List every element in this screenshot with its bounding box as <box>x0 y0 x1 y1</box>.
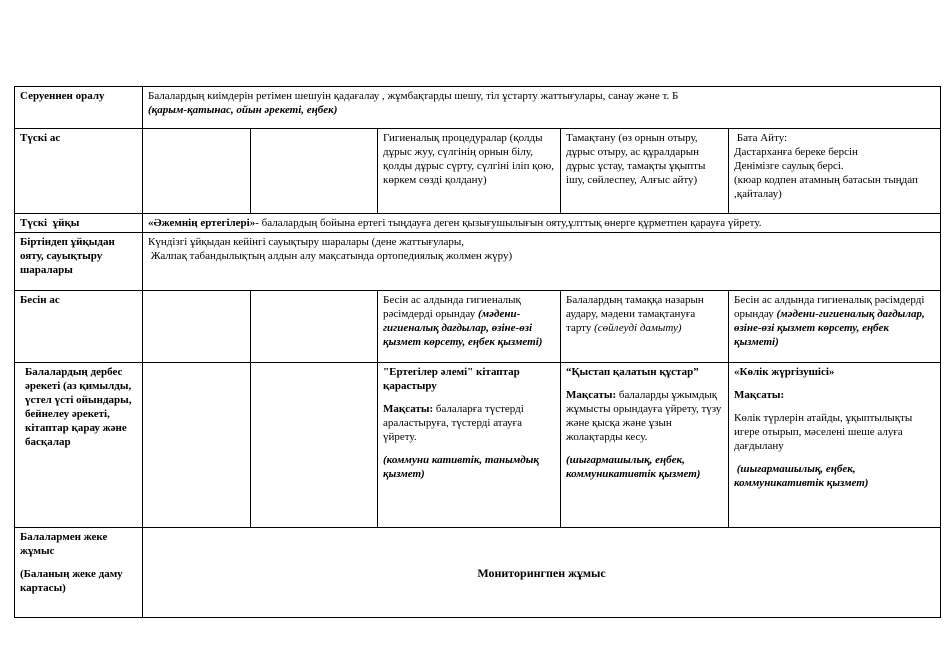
goal-text: балаларды ұжымдық жұмысты орындауға үйрету, түзу және қысқа және ұзын жолақтарды кесу. <box>566 389 722 443</box>
activity-areas: (шығармашылық, еңбек, коммуникативтік қызмет) <box>566 454 701 480</box>
row-label: Балалардың дербес әрекеті (аз қимылды, үстел үсті ойындары, бейнелеу әрекеті, кітаптар қарау және басқалар <box>15 363 143 528</box>
blessing-line: Денімізге саулық берсі. <box>734 160 844 172</box>
snack-text: Бесін ас алдында гигиеналық рәсімдерді орындау <box>734 294 925 320</box>
nap-text: - балалардың бойына ертегі тыңдауға деген қызығушылығын ояту,ұлттық өнерге құрметпен қарауға үйрету. <box>255 217 762 229</box>
activity-areas: (коммуни кативтік, танымдық қызмет) <box>383 454 539 480</box>
activity-goal <box>566 388 723 444</box>
row-label: Түскі ұйқы <box>15 214 143 233</box>
empty-cell <box>251 129 378 214</box>
goal-text: Көлік түрлерін атайды, ұқыптылықты игере отырып, мәселені шеше алуға дағдылану <box>734 412 913 452</box>
snack-areas: (сөйлеуді дамыту) <box>594 322 682 334</box>
row-independent <box>15 363 941 528</box>
snack-text: Бесін ас алдында гигиеналық рәсімдерді орындау <box>383 294 521 320</box>
activity-birds-cell <box>561 363 729 528</box>
row-wake <box>15 233 941 291</box>
goal-text: балаларға түстерді араластыруға, түстерді атауға үйрету. <box>383 403 524 443</box>
empty-cell <box>143 363 251 528</box>
activity-title: "Ертегілер әлемі" кітаптар қарастыру <box>383 366 520 392</box>
row-label: Серуеннен оралу <box>15 87 143 129</box>
blessing-line: Дастарханға береке берсін <box>734 146 858 158</box>
row-label: Түскі ас <box>15 129 143 214</box>
lunch-hygiene-cell: Гигиеналық процедуралар (қолды дұрыс жуу, сүлгінің орнын білу, қолды дұрыс сүрту, сүлгіні іліп қою, көркем сөзді қолдану) <box>378 129 561 214</box>
row-nap <box>15 214 941 233</box>
nap-content <box>143 214 941 233</box>
goal-label: Мақсаты: <box>566 389 617 401</box>
row-individual <box>15 528 941 618</box>
activity-areas: (шығармашылық, еңбек, коммуникативтік қызмет) <box>734 463 869 489</box>
row-label-cell <box>15 528 143 618</box>
walk-return-content <box>143 87 941 129</box>
row-sublabel: (Баланың жеке даму картасы) <box>20 568 123 594</box>
daily-plan-table <box>14 86 941 618</box>
snack-text: Балалардың тамаққа назарын аудару, мәдени тамақтануға тарту <box>566 294 704 334</box>
empty-cell <box>143 129 251 214</box>
empty-cell <box>251 363 378 528</box>
wake-line: Күндізгі ұйқыдан кейінгі сауықтыру шаралары (дене жаттығулары, <box>148 236 465 248</box>
monitoring-cell: Мониторингпен жұмыс <box>143 528 941 618</box>
nap-title: «Әжемнің ертегілері» <box>148 217 256 229</box>
walk-return-areas: (қарым-қатынас, ойын әрекеті, еңбек) <box>148 104 338 116</box>
row-label: Біртіндеп ұйқыдан ояту, сауықтыру шаралары <box>15 233 143 291</box>
lunch-blessing-cell <box>729 129 941 214</box>
row-label: Балалармен жеке жұмыс <box>20 531 108 557</box>
snack-areas: (мәдени-гигиеналық дағдылар, өзіне-өзі қызмет көрсету, еңбек қызметі) <box>734 308 925 348</box>
wake-content <box>143 233 941 291</box>
walk-return-text: Балалардың киімдерін ретімен шешуін қадағалау , жұмбақтарды шешу, тіл ұстарту жаттығулары, санау және т. Б <box>148 90 679 102</box>
goal-label: Мақсаты: <box>383 403 434 415</box>
blessing-note: (кюар кодпен атамның батасын тыңдап ,қайталау) <box>734 174 918 200</box>
activity-driver-cell <box>729 363 941 528</box>
goal-label: Мақсаты: <box>734 389 785 401</box>
empty-cell <box>251 291 378 363</box>
snack-attention-cell <box>561 291 729 363</box>
row-label: Бесін ас <box>15 291 143 363</box>
blessing-title: Бата Айту: <box>734 132 788 144</box>
snack-hygiene-cell-2 <box>729 291 941 363</box>
snack-hygiene-cell <box>378 291 561 363</box>
empty-cell <box>143 291 251 363</box>
lunch-eating-cell: Тамақтану (өз орнын отыру, дұрыс отыру, ас құралдарын дұрыс ұстау, тамақты ұқыпты ішу, сөйлеспеу, Алғыс айту) <box>561 129 729 214</box>
row-lunch <box>15 129 941 214</box>
row-walk-return <box>15 87 941 129</box>
row-snack <box>15 291 941 363</box>
wake-line: Жалпақ табандылықтың алдын алу мақсатында ортопедиялық жолмен жүру) <box>148 250 513 262</box>
snack-areas: (мәдени-гигиеналық дағдылар, өзіне-өзі қызмет көрсету, еңбек қызметі) <box>383 308 543 348</box>
activity-title: «Көлік жүргізушісі» <box>734 366 835 378</box>
activity-title: “Қыстап қалатын құстар” <box>566 366 699 378</box>
activity-books-cell <box>378 363 561 528</box>
activity-goal <box>383 402 555 444</box>
